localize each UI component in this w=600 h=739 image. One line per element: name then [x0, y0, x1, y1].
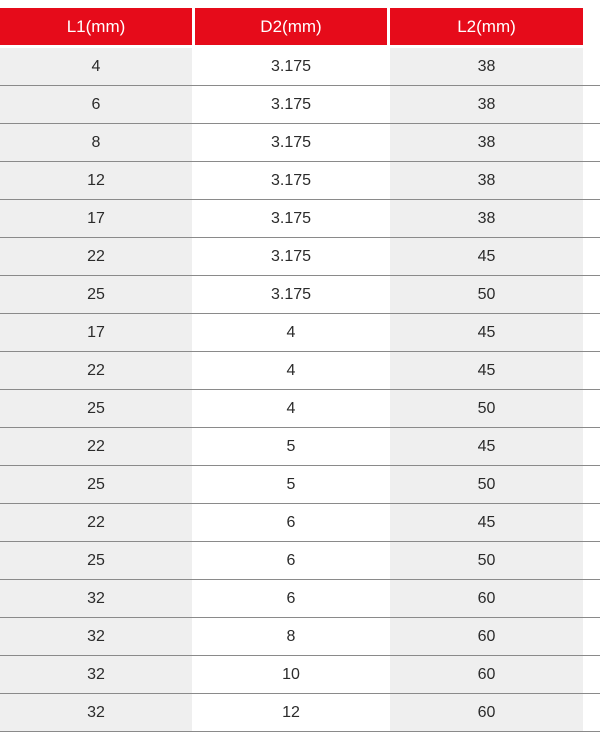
cell-l1: 32	[0, 618, 192, 655]
row-spacer	[583, 542, 600, 579]
cell-l2: 45	[390, 238, 583, 275]
row-spacer	[583, 466, 600, 503]
cell-d2: 10	[195, 656, 387, 693]
table-row	[0, 390, 600, 428]
cell-d2: 8	[195, 618, 387, 655]
cell-l2: 38	[390, 86, 583, 123]
table-row	[0, 542, 600, 580]
row-spacer	[583, 352, 600, 389]
cell-l2: 38	[390, 124, 583, 161]
cell-l2: 50	[390, 276, 583, 313]
cell-l2: 60	[390, 656, 583, 693]
table-row	[0, 124, 600, 162]
cell-d2: 12	[195, 694, 387, 731]
row-spacer	[583, 390, 600, 427]
row-spacer	[583, 656, 600, 693]
row-spacer	[583, 200, 600, 237]
cell-l1: 6	[0, 86, 192, 123]
row-spacer	[583, 124, 600, 161]
table-header	[0, 8, 600, 45]
table-row	[0, 694, 600, 732]
row-spacer	[583, 504, 600, 541]
cell-l2: 45	[390, 428, 583, 465]
table-row	[0, 162, 600, 200]
cell-l1: 22	[0, 428, 192, 465]
table-row	[0, 276, 600, 314]
table-row	[0, 314, 600, 352]
cell-d2: 3.175	[195, 48, 387, 85]
cell-d2: 3.175	[195, 124, 387, 161]
table-body	[0, 48, 600, 732]
cell-d2: 3.175	[195, 162, 387, 199]
header-l2: L2(mm)	[390, 8, 583, 45]
cell-d2: 3.175	[195, 276, 387, 313]
table-row	[0, 352, 600, 390]
cell-l2: 45	[390, 504, 583, 541]
cell-l2: 38	[390, 162, 583, 199]
row-spacer	[583, 48, 600, 85]
cell-l2: 38	[390, 200, 583, 237]
row-spacer	[583, 276, 600, 313]
table-row	[0, 238, 600, 276]
cell-l1: 4	[0, 48, 192, 85]
cell-l2: 38	[390, 48, 583, 85]
cell-d2: 3.175	[195, 200, 387, 237]
cell-d2: 6	[195, 542, 387, 579]
table-row	[0, 580, 600, 618]
header-d2: D2(mm)	[195, 8, 387, 45]
cell-l1: 25	[0, 542, 192, 579]
cell-l1: 8	[0, 124, 192, 161]
cell-l1: 17	[0, 200, 192, 237]
cell-l2: 45	[390, 352, 583, 389]
cell-l1: 25	[0, 390, 192, 427]
table-row	[0, 428, 600, 466]
spec-table	[0, 8, 600, 732]
table-row	[0, 86, 600, 124]
cell-l1: 32	[0, 694, 192, 731]
row-spacer	[583, 314, 600, 351]
cell-l1: 25	[0, 276, 192, 313]
cell-l2: 50	[390, 542, 583, 579]
cell-l1: 22	[0, 238, 192, 275]
cell-l1: 22	[0, 504, 192, 541]
cell-l2: 50	[390, 390, 583, 427]
cell-l2: 60	[390, 618, 583, 655]
row-spacer	[583, 428, 600, 465]
cell-d2: 3.175	[195, 238, 387, 275]
row-spacer	[583, 238, 600, 275]
row-spacer	[583, 86, 600, 123]
row-spacer	[583, 618, 600, 655]
table-row	[0, 618, 600, 656]
cell-d2: 6	[195, 504, 387, 541]
cell-l1: 25	[0, 466, 192, 503]
cell-d2: 5	[195, 466, 387, 503]
table-row	[0, 200, 600, 238]
cell-l1: 32	[0, 656, 192, 693]
cell-l1: 17	[0, 314, 192, 351]
table-row	[0, 48, 600, 86]
cell-l2: 50	[390, 466, 583, 503]
row-spacer	[583, 694, 600, 731]
table-row	[0, 504, 600, 542]
table-row	[0, 656, 600, 694]
cell-l1: 12	[0, 162, 192, 199]
cell-l1: 22	[0, 352, 192, 389]
cell-d2: 3.175	[195, 86, 387, 123]
header-spacer	[583, 8, 600, 45]
header-l1: L1(mm)	[0, 8, 192, 45]
cell-l2: 60	[390, 694, 583, 731]
cell-l1: 32	[0, 580, 192, 617]
cell-l2: 45	[390, 314, 583, 351]
table-row	[0, 466, 600, 504]
row-spacer	[583, 162, 600, 199]
row-spacer	[583, 580, 600, 617]
cell-d2: 4	[195, 390, 387, 427]
cell-d2: 4	[195, 314, 387, 351]
cell-l2: 60	[390, 580, 583, 617]
cell-d2: 6	[195, 580, 387, 617]
cell-d2: 5	[195, 428, 387, 465]
cell-d2: 4	[195, 352, 387, 389]
